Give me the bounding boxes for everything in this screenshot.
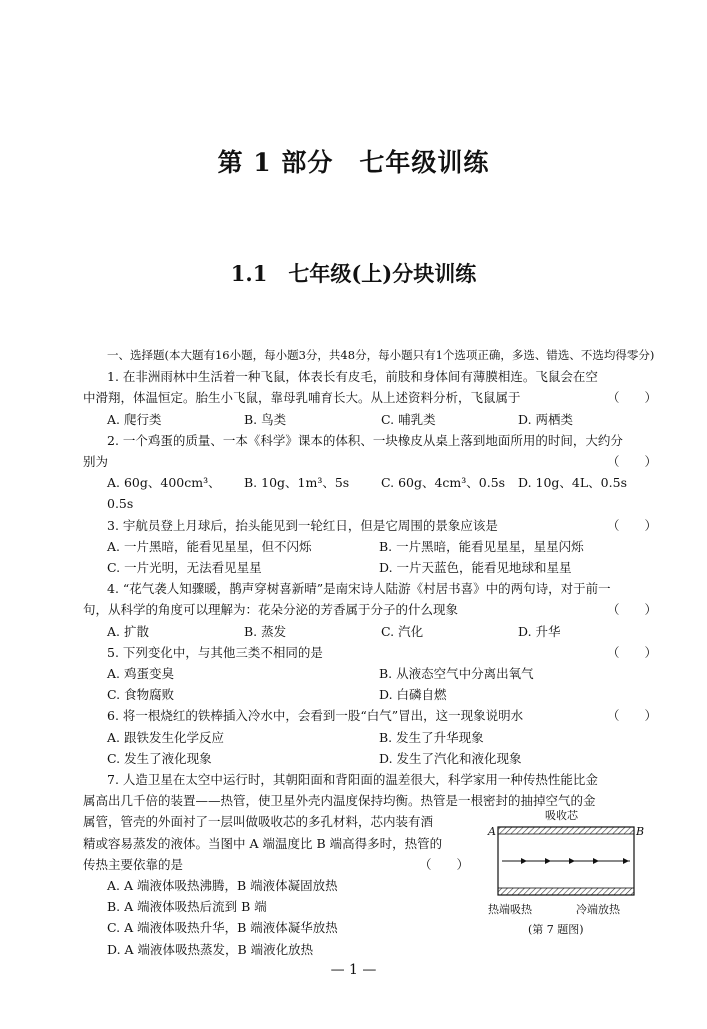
question-stem: 句，从科学的角度可以理解为：花朵分泌的芳香属于分子的什么现象: [83, 602, 459, 618]
option-a: A. 鸡蛋变臭: [107, 666, 174, 682]
answer-bracket: （ ）: [606, 602, 657, 618]
options: [83, 621, 661, 642]
answer-bracket: （ ）: [606, 644, 657, 660]
answer-bracket: （ ）: [606, 390, 657, 406]
option-d: D. 白磷自燃: [379, 687, 447, 703]
option-d: D. 10g、4L、0.5s: [518, 475, 627, 491]
question-1: [83, 366, 661, 430]
page-number: — 1 —: [330, 962, 377, 978]
option-c: C. A 端液体吸热升华，B 端液体凝华放热: [107, 920, 338, 936]
hot-end-label: 热端吸热: [488, 903, 532, 916]
option-a: A. 跟铁发生化学反应: [107, 729, 224, 745]
absorber-top: [498, 827, 634, 834]
question-stem: 中滑翔，体温恒定。胎生小飞鼠，靠母乳哺育长大。从上述资料分析，飞鼠属于: [83, 390, 521, 406]
options: [83, 536, 661, 578]
question-stem: 3. 宇航员登上月球后，抬头能见到一轮红日，但是它周围的景象应该是: [107, 517, 498, 533]
section-title: 1.1 七年级(上)分块训练: [230, 261, 477, 286]
cold-end-label: 冷端放热: [576, 903, 620, 916]
end-a-label: A: [488, 825, 496, 838]
question-2: [83, 430, 661, 515]
question-6: [83, 705, 661, 769]
option-c: C. 一片光明，无法看见星星: [107, 560, 262, 576]
question-content: [83, 345, 661, 960]
option-d: D. 一片天蓝色，能看见地球和星星: [379, 560, 572, 576]
question-stem: 2. 一个鸡蛋的质量、一本《科学》课本的体积、一块橡皮从桌上落到地面所用的时间，大约分: [107, 432, 623, 448]
option-c: C. 60g、4cm³、0.5s: [381, 475, 506, 491]
question-3: [83, 515, 661, 579]
question-stem: 传热主要依靠的是: [83, 856, 184, 872]
question-stem: 1. 在非洲雨林中生活着一种飞鼠，体表长有皮毛，前肢和身体间有薄膜相连。飞鼠会在空: [107, 369, 598, 385]
question-5: [83, 642, 661, 706]
question-stem: 属高出几千倍的装置——热管，使卫星外壳内温度保持均衡。热管是一根密封的抽掉空气的金: [83, 793, 596, 809]
figure-caption: (第 7 题图): [528, 923, 584, 936]
option-a: A. 扩散: [107, 623, 149, 639]
options: [83, 472, 661, 514]
question-4: [83, 578, 661, 642]
option-a: A. 爬行类: [107, 411, 162, 427]
absorber-label: 吸收芯: [545, 809, 578, 822]
option-b: B. 10g、1m³、5s: [244, 475, 350, 491]
options: [83, 409, 661, 430]
instructions: 一、选择题(本大题有16小题，每小题3分，共48分，每小题只有1个选项正确，多选、错选、不选均得零分): [107, 348, 655, 362]
option-b: B. A 端液体吸热后流到 B 端: [107, 899, 267, 915]
answer-bracket: （ ）: [606, 454, 657, 470]
question-stem: 别为: [83, 454, 109, 470]
answer-bracket: （ ）: [606, 517, 657, 533]
option-a: A. A 端液体吸热沸腾，B 端液体凝固放热: [107, 878, 338, 894]
option-d: D. 发生了汽化和液化现象: [379, 750, 522, 766]
question-stem: 5. 下列变化中，与其他三类不相同的是: [107, 644, 323, 660]
option-d: D. A 端液体吸热蒸发，B 端液化放热: [107, 941, 314, 957]
option-b: B. 发生了升华现象: [379, 729, 484, 745]
option-b: B. 鸟类: [244, 411, 287, 427]
answer-bracket: （ ）: [606, 708, 657, 724]
question-stem: 精或容易蒸发的液体。当图中 A 端温度比 B 端高得多时，热管的: [83, 835, 443, 851]
absorber-bottom: [498, 888, 634, 895]
heat-pipe-figure: [488, 809, 648, 936]
end-b-label: B: [636, 825, 645, 838]
options: [83, 663, 661, 705]
part-title: 第 1 部分 七年级训练: [217, 148, 490, 177]
option-d: D. 升华: [518, 623, 561, 639]
option-b: B. 蒸发: [244, 623, 287, 639]
question-stem: 4. “花气袭人知骤暖，鹊声穿树喜新晴”是南宋诗人陆游《村居书喜》中的两句诗，对于前一: [107, 581, 611, 597]
options: [83, 727, 661, 769]
option-c: C. 汽化: [381, 623, 424, 639]
option-c: C. 发生了液化现象: [107, 750, 212, 766]
option-c: C. 哺乳类: [381, 411, 436, 427]
question-stem: 属管，管壳的外面衬了一层叫做吸收芯的多孔材料，芯内装有酒: [83, 814, 434, 830]
option-b: B. 从液态空气中分离出氧气: [379, 666, 534, 682]
answer-bracket: （ ）: [418, 856, 469, 872]
question-stem: 7. 人造卫星在太空中运行时，其朝阳面和背阳面的温差很大，科学家用一种传热性能比金: [107, 772, 598, 788]
option-b: B. 一片黑暗，能看见星星，星星闪烁: [379, 538, 584, 554]
question-stem: 6. 将一根烧红的铁棒插入冷水中，会看到一股“白气”冒出，这一现象说明水: [107, 708, 524, 724]
option-c: C. 食物腐败: [107, 687, 175, 703]
option-a: A. 60g、400cm³、0.5s: [107, 475, 221, 512]
option-d: D. 两栖类: [518, 411, 574, 427]
option-a: A. 一片黑暗，能看见星星，但不闪烁: [107, 538, 312, 554]
